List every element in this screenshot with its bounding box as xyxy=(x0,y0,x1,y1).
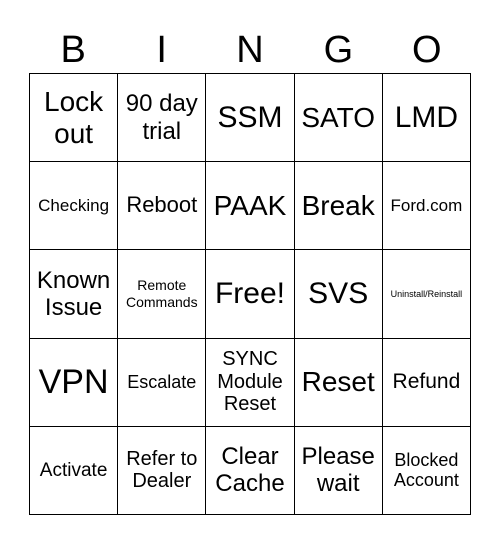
bingo-cell: LMD xyxy=(383,74,471,162)
bingo-cell: Checking xyxy=(30,162,118,250)
bingo-cell: SSM xyxy=(206,74,294,162)
bingo-cell: 90 day trial xyxy=(118,74,206,162)
bingo-cell: Reboot xyxy=(118,162,206,250)
bingo-cell: SVS xyxy=(295,250,383,338)
bingo-cell: SATO xyxy=(295,74,383,162)
bingo-cell: Please wait xyxy=(295,427,383,515)
bingo-cell: Refund xyxy=(383,339,471,427)
bingo-cell: Remote Commands xyxy=(118,250,206,338)
bingo-cell: Escalate xyxy=(118,339,206,427)
header-letter-n: N xyxy=(236,29,264,71)
bingo-cell: VPN xyxy=(30,339,118,427)
free-space-cell: Free! xyxy=(206,250,294,338)
header-letter-o: O xyxy=(412,29,442,71)
bingo-cell: Reset xyxy=(295,339,383,427)
bingo-cell: Lock out xyxy=(30,74,118,162)
bingo-header xyxy=(29,26,471,74)
bingo-cell: Uninstall/Reinstall xyxy=(383,250,471,338)
bingo-cell: Break xyxy=(295,162,383,250)
bingo-cell: PAAK xyxy=(206,162,294,250)
bingo-cell: Activate xyxy=(30,427,118,515)
bingo-cell: Clear Cache xyxy=(206,427,294,515)
header-letter-b: B xyxy=(60,29,86,71)
header-letter-g: G xyxy=(323,29,354,71)
bingo-cell: SYNC Module Reset xyxy=(206,339,294,427)
header-letter-i: I xyxy=(156,29,167,71)
bingo-card-grid xyxy=(29,73,471,515)
bingo-cell: Refer to Dealer xyxy=(118,427,206,515)
bingo-cell: Known Issue xyxy=(30,250,118,338)
bingo-cell: Blocked Account xyxy=(383,427,471,515)
bingo-cell: Ford.com xyxy=(383,162,471,250)
